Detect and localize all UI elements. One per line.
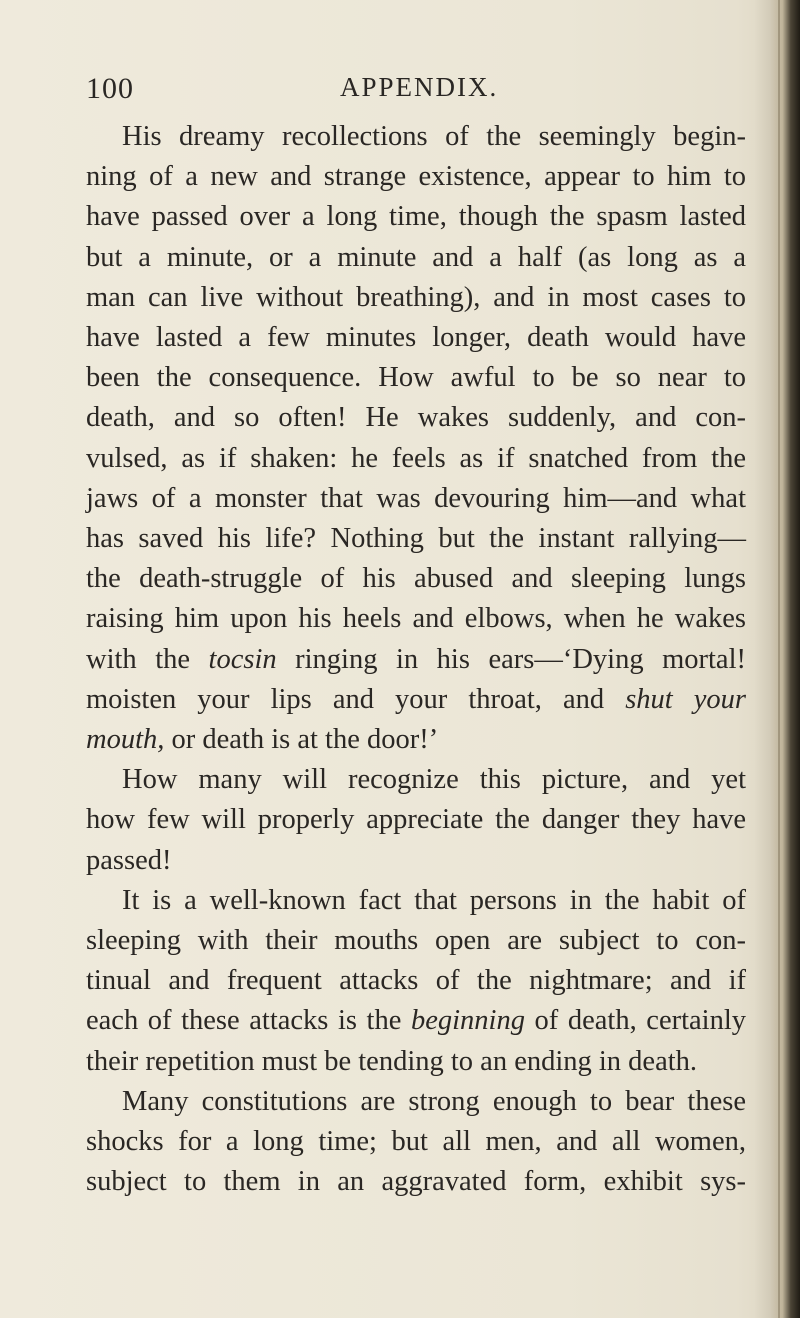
text-line: been the consequence. How awful to be so near to [86,362,746,394]
text-run: moisten your lips and your throat, and [86,683,626,715]
running-head-title: APPENDIX. [340,72,499,102]
text-line: how few will properly appreciate the danger they have [86,804,746,836]
text-line: subject to them in an aggravated form, exhibit sys- [86,1166,746,1198]
text-line: have lasted a few minutes longer, death would have [86,322,746,354]
text-line [86,640,746,680]
text-line: but a minute, or a minute and a half (as long as a [86,241,746,273]
text-line: death, and so often! He wakes suddenly, and con- [86,402,746,434]
text-line [86,680,746,720]
text-line: How many will recognize this picture, and yet [122,764,746,796]
text-line: man can live without breathing), and in most cases to [86,281,746,313]
text-line: shocks for a long time; but all men, and all women, [86,1126,746,1158]
italic-text: shut your [625,683,747,715]
text-line: raising him upon his heels and elbows, when he wakes [86,603,746,635]
text-line: Many constitutions are strong enough to bear these [122,1085,746,1117]
text-line: the death-struggle of his abused and sleeping lungs [86,563,746,595]
page-fold-line [778,0,780,1318]
text-run: with the [86,643,209,675]
text-line [86,720,746,760]
italic-text: mouth, [86,724,165,756]
text-line: jaws of a monster that was devouring him—and what [86,482,746,514]
text-line [86,1001,746,1041]
body-text [86,117,746,1202]
text-line: vulsed, as if shaken: he feels as if snatched from the [86,442,746,474]
text-line: His dreamy recollections of the seemingly begin- [122,121,746,152]
text-line: has saved his life? Nothing but the instant rallying— [86,523,746,555]
text-run: ringing in his ears—‘Dying mortal! [276,643,746,675]
page-edge-shadow [754,0,800,1318]
text-line: It is a well-known fact that persons in the habit of [122,884,746,916]
text-run: or death is at the door!’ [164,724,439,756]
italic-text: tocsin [208,643,277,675]
page-number: 100 [86,72,134,105]
text-run: each of these attacks is the [86,1005,411,1037]
text-line: ning of a new and strange existence, appear to him to [86,161,746,193]
text-line: tinual and frequent attacks of the nightmare; and if [86,965,746,997]
text-line: sleeping with their mouths open are subject to con- [86,925,746,957]
text-line: their repetition must be tending to an ending in death. [86,1045,698,1077]
running-head [86,72,746,112]
text-run: of death, certainly [524,1005,747,1037]
text-line: have passed over a long time, though the spasm lasted [86,201,746,233]
text-line: passed! [86,844,172,876]
italic-text: beginning [410,1005,525,1037]
